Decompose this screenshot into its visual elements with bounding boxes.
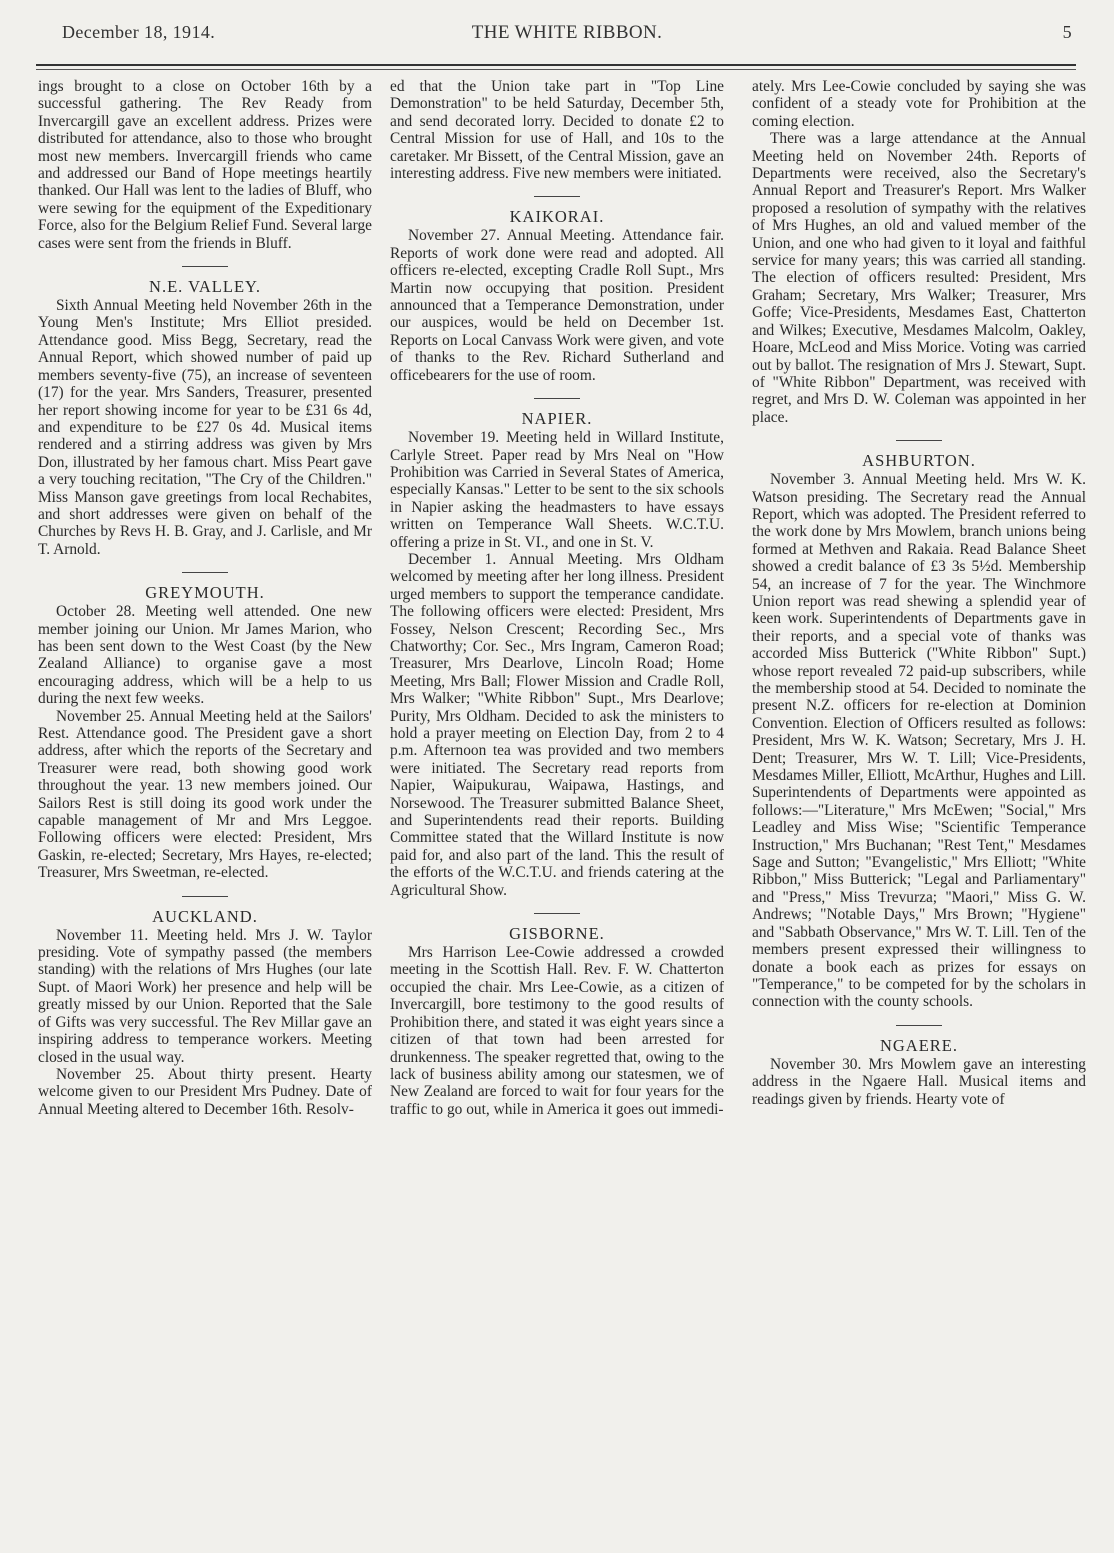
report-paragraph: November 11. Meeting held. Mrs J. W. Taylor presiding. Vote of sympathy passed (the members standing) with the relations of Mrs Hughes (our late Supt. of Maori Work) her presence and help will be greatly missed by our Union. Reported that the Sale of Gifts was very successful. The Rev Millar gave an inspiring address to temperance workers. Meeting closed in the usual way.	[38, 926, 372, 1066]
report-paragraph: November 27. Annual Meeting. Attendance fair. Reports of work done were read and adopted. All officers re-elected, excepting Cradle Roll Supt., Mrs Martin now occupying that position. President announced that a Temperance Demonstration, under our auspices, would be held on December 1st. Reports on Local Canvass Work were given, and vote of thanks to the Rev. Richard Sutherland and officebearers for the use of room.	[390, 227, 724, 384]
report-paragraph: There was a large attendance at the Annual Meeting held on November 24th. Reports of Departments were received, also the Secretary's Annual Report and Treasurer's Report. Mrs Walker proposed a resolution of sympathy with the relatives of Mrs Hughes, an old and valued member of the Union, and one who had given to it loyal and faithful service for many years; this was carried all standing. The election of officers resulted: President, Mrs Graham; Secretary, Mrs Walker; Treasurer, Mrs Goffe; Vice-Presidents, Mesdames East, Chatterton and Wilkes; Executive, Mesdames Malcolm, Oakley, Hoare, McLeod and Miss Morice. Voting was carried out by ballot. The resignation of Mrs J. Stewart, Supt. of "White Ribbon" Department, was received with regret, and Mrs D. W. Coleman was appointed in her place.	[752, 130, 1086, 426]
report-paragraph: November 25. Annual Meeting held at the Sailors' Rest. Attendance good. The President gave a short address, after which the reports of the Secretary and Treasurer were read, both showing good work throughout the year. 13 new members joined. Our Sailors Rest is still doing its good work under the capable management of Mr and Mrs Leggoe. Following officers were elected: President, Mrs Gaskin, re-elected; Secretary, Mrs Hayes, re-elected; Treasurer, Mrs Sweetman, re-elected.	[38, 707, 372, 882]
section-separator	[534, 913, 580, 914]
report-paragraph: ed that the Union take part in "Top Line Demonstration" to be held Saturday, December 5th, and send decorated lorry. Decided to donate £2 to Central Mission for use of Hall, and 10s to the caretaker. Mr Bissett, of the Central Mission, gave an interesting address. Five new members were initiated.	[390, 78, 724, 183]
section-heading: AUCKLAND.	[152, 906, 258, 926]
report-paragraph: November 25. About thirty present. Hearty welcome given to our President Mrs Pudney. Date of Annual Meeting altered to December 16th. Resolv-	[38, 1065, 372, 1118]
section-separator	[182, 572, 228, 573]
report-paragraph: ings brought to a close on October 16th by a successful gathering. The Rev Ready from Invercargill gave an excellent address. Prizes were distributed for attendance, also to those who brought most new members. Invercargill friends who came and addressed our Band of Hope meetings heartily thanked. Our Hall was lent to the ladies of Bluff, who were sewing for the equipment of the Expeditionary Force, also for the Belgium Relief Fund. Several large cases were sent from the friends in Bluff.	[38, 78, 372, 252]
column-3	[752, 78, 1086, 1108]
section-heading: ASHBURTON.	[862, 451, 976, 471]
section-separator	[534, 398, 580, 399]
column-2	[390, 78, 724, 1118]
section-separator	[896, 440, 942, 441]
issue-date: December 18, 1914.	[62, 22, 216, 42]
column-1	[38, 78, 372, 1118]
publication-title: THE WHITE RIBBON.	[471, 22, 663, 43]
report-paragraph: Sixth Annual Meeting held November 26th in the Young Men's Institute; Mrs Elliot presided. Attendance good. Miss Begg, Secretary, read the Annual Report, which showed number of paid up members seventy-five (75), an increase of seventeen (17) for the year. Mrs Sanders, Treasurer, presented her report showing income for year to be £31 6s 4d, and expenditure to be £27 0s 4d. Musical items rendered and a stirring address was given by Mrs Don, illustrated by her famous chart. Miss Peart gave a very touching recitation, "The Cry of the Children." Miss Manson gave greetings from local Rechabites, and short addresses were given on behalf of the Churches by Revs H. B. Gray, and J. Carlisle, and Mr T. Arnold.	[38, 297, 372, 558]
report-paragraph: November 19. Meeting held in Willard Institute, Carlyle Street. Paper read by Mrs Neal on "How Prohibition was Carried in Several States of America, especially Kansas." Letter to be sent to the six schools in Napier asking the headmasters to have essays written on Temperance Wall Sheets. W.C.T.U. offering a prize in St. VI., and one in St. V.	[390, 429, 724, 551]
report-paragraph: October 28. Meeting well attended. One new member joining our Union. Mr James Marion, who has been sent down to the West Coast (by the New Zealand Alliance) to organise gave a most encouraging address, which will be a help to us during the next few weeks.	[38, 603, 372, 708]
section-separator	[182, 896, 228, 897]
masthead	[62, 22, 1072, 56]
section-separator	[896, 1025, 942, 1026]
report-paragraph: Mrs Harrison Lee-Cowie addressed a crowded meeting in the Scottish Hall. Rev. F. W. Chatterton occupied the chair. Mrs Lee-Cowie, as a citizen of Invercargill, bore testimony to the good results of Prohibition there, and stated it was eight years since a citizen of that town had been arrested for drunkenness. The speaker regretted that, owing to the lack of business ability among our statesmen, we of New Zealand are forced to wait for four years for the traffic to go out, while in America it goes out immedi-	[390, 944, 724, 1118]
section-separator	[182, 266, 228, 267]
section-heading: NAPIER.	[521, 409, 593, 429]
section-heading: GREYMOUTH.	[145, 583, 265, 603]
header-rule-thin	[36, 69, 1076, 70]
section-separator	[534, 196, 580, 197]
section-heading: KAIKORAI.	[509, 207, 605, 227]
report-paragraph: ately. Mrs Lee-Cowie concluded by saying she was confident of a steady vote for Prohibition at the coming election.	[752, 78, 1086, 130]
section-heading: N.E. VALLEY.	[149, 277, 261, 297]
page-number: 5	[1062, 22, 1072, 42]
header-rule	[36, 64, 1076, 66]
section-heading: NGAERE.	[879, 1035, 959, 1055]
report-paragraph: November 3. Annual Meeting held. Mrs W. K. Watson presiding. The Secretary read the Annual Report, which was adopted. The President referred to the work done by Mrs Mowlem, branch unions being formed at Methven and Rakaia. Read Balance Sheet showed a credit balance of £3 3s 5½d. Membership 54, an increase of 7 for the year. The Winchmore Union report was read shewing a splendid year of keen work. Superintendents of Departments gave in their reports, and a special vote of thanks was accorded Miss Butterick ("White Ribbon" Supt.) whose report revealed 72 paid-up subscribers, while the membership stood at 54. Decided to nominate the present N.Z. officers for re-election at Dominion Convention. Election of Officers resulted as follows: President, Mrs W. K. Watson; Secretary, Mrs J. H. Dent; Treasurer, Mrs W. T. Lill; Vice-Presidents, Mesdames Miller, Elliott, McArthur, Hughes and Lill. Superintendents of Departments were appointed as follows:—"Literature," Mrs McEwen; "Social," Mrs Leadley and Miss Wise; "Scientific Temperance Instruction," Mrs Buchanan; "Rest Tent," Mesdames Sage and Sutton; "Evangelistic," Mrs Elliott; "White Ribbon," Miss Butterick; "Legal and Parliamentary" and "Press," Miss Trevurza; "Maori," Miss G. W. Andrews; "Notable Days," Mrs Brown; "Hygiene" and "Sabbath Observance," Mrs W. T. Lill. Ten of the members present expressed their willingness to donate a book each as prizes for essays on "Temperance," to be competed for by the scholars in connection with the county schools.	[752, 471, 1086, 1011]
report-paragraph: December 1. Annual Meeting. Mrs Oldham welcomed by meeting after her long illness. President urged members to support the temperance candidate. The following officers were elected: President, Mrs Fossey, Nelson Crescent; Recording Sec., Mrs Chatworthy; Cor. Sec., Mrs Ingram, Cameron Road; Treasurer, Mrs Dearlove, Lincoln Road; Home Meeting, Mrs Ball; Flower Mission and Cradle Roll, Mrs Walker; "White Ribbon" Supt., Mrs Dearlove; Purity, Mrs Oldham. Decided to ask the ministers to hold a prayer meeting on Election Day, from 2 to 4 p.m. Afternoon tea was provided and two members were initiated. The Secretary read reports from Napier, Waipukurau, Waipawa, Hastings, and Norsewood. The Treasurer submitted Balance Sheet, and Superintendents read their reports. Building Committee stated that the Willard Institute is now paid for, and also part of the land. This the result of the efforts of the W.C.T.U. and friends catering at the Agricultural Show.	[390, 550, 724, 899]
report-paragraph: November 30. Mrs Mowlem gave an interesting address in the Ngaere Hall. Musical items and readings given by friends. Hearty vote of	[752, 1055, 1086, 1108]
section-heading: GISBORNE.	[509, 924, 605, 944]
